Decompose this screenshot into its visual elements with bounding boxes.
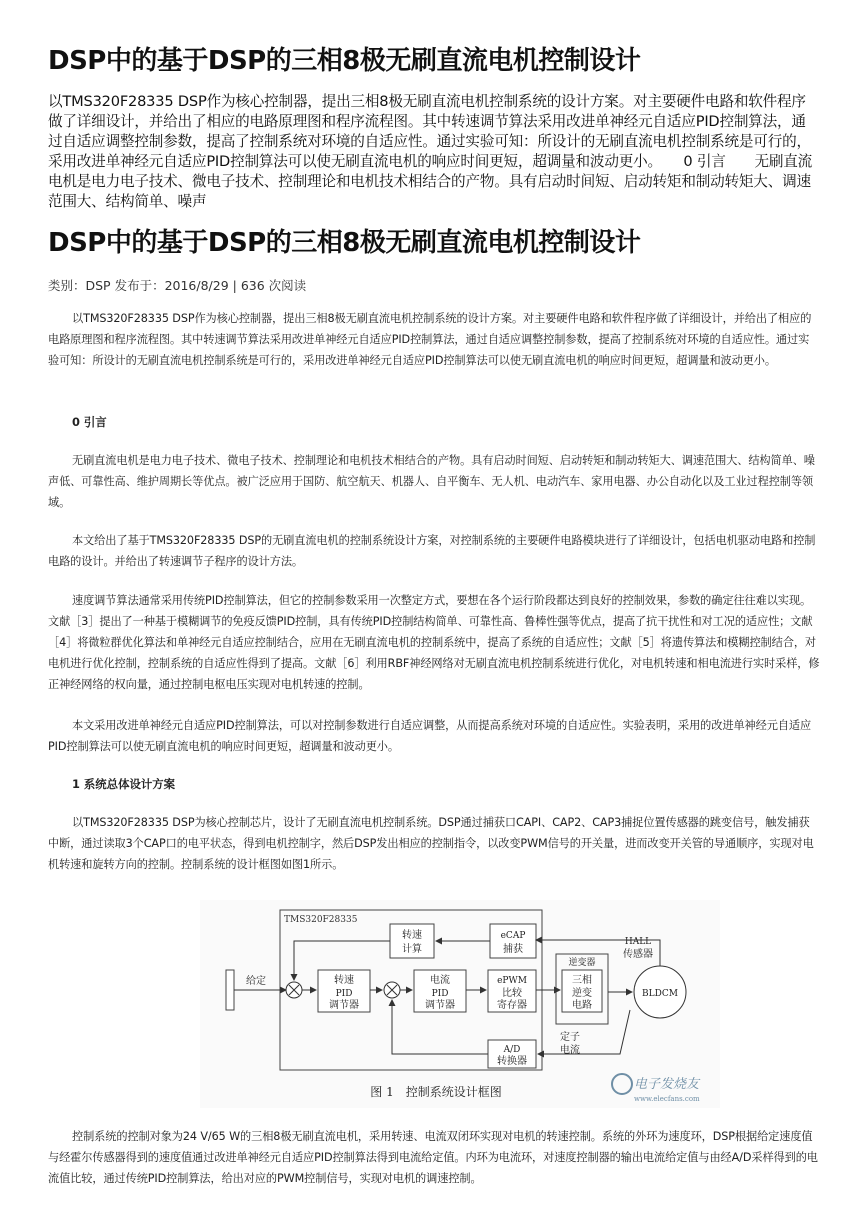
given-label: 给定 bbox=[246, 976, 266, 987]
inverter-line2: 逆变 bbox=[572, 988, 592, 999]
current-pid-line2: PID bbox=[431, 989, 449, 999]
paragraph-method: 本文采用改进单神经元自适应PID控制算法，可以对控制参数进行自适应调整，从而提高系统对环境的自适应性。实验表明，采用的改进单神经元自适应PID控制算法可以使无刷直流电机的响应时间更短，超调量和波动更小。 bbox=[48, 719, 812, 753]
control-block-diagram bbox=[200, 900, 720, 1108]
abstract-preview: 以TMS320F28335 DSP作为核心控制器，提出三相8极无刷直流电机控制系统的设计方案。对主要硬件电路和软件程序做了详细设计，并给出了相应的电路原理图和程序流程图。其中转速调节算法采用改进单神经元自适应PID控制算法，通过自适应调整控制参数，提高了控制系统对环境的自适应性。通过实验可知：所设计的无刷直流电机控制系统是可行的，采用改进单神经元自适应PID控制算法可以使无刷直流电机的响应时间更短，超调量和波动更小。 0 引言 无刷直流电机是电力电子技术、微电子技术、控制理论和电机技术相结合的产物。具有启动时间短、启动转矩和制动转矩大、调速范围大、结构简单、噪声 bbox=[48, 93, 813, 210]
figure-caption: 图 1 控制系统设计框图 bbox=[370, 1085, 502, 1099]
paragraph-related-work: 速度调节算法通常采用传统PID控制算法，但它的控制参数采用一次整定方式，要想在各个运行阶段都达到良好的控制效果，参数的确定往往难以实现。文献［3］提出了一种基于模糊调节的免疫反馈PID控制，具有传统PID控制结构简单、可靠性高、鲁棒性强等优点，提高了抗干扰性和对工况的适应性；文献［4］将微粒群优化算法和单神经元自适应控制结合，应用在无刷直流电机的控制系统中，提高了系统的自适应性；文献［5］将遗传算法和模糊控制结合，对电机进行优化控制，控制系统的自适应性得到了提高。文献［6］利用RBF神经网络对无刷直流电机控制系统进行优化，对电机转速和相电流进行实时采样，修正神经网络的权向量，通过控制电枢电压实现对电机转速的控制。 bbox=[48, 594, 820, 691]
watermark-url: www.elecfans.com bbox=[634, 1095, 700, 1103]
speed-pid-line2: PID bbox=[335, 989, 353, 999]
inverter-line3: 电路 bbox=[572, 1000, 592, 1011]
given-input-symbol bbox=[226, 970, 234, 1010]
speed-pid-line1: 转速 bbox=[334, 975, 354, 986]
paragraph-design: 以TMS320F28335 DSP为核心控制芯片，设计了无刷直流电机控制系统。DSP通过捕获口CAPI、CAP2、CAP3捕捉位置传感器的跳变信号，触发捕获中断，通过读取3个CAP口的电平状态，得到电机控制字，然后DSP发出相应的控制指令，以改变PWM信号的开关量，进而改变开关管的导通顺序，实现对电机转速和旋转方向的控制。控制系统的设计框图如图1所示。 bbox=[48, 816, 814, 871]
section-heading-intro: 0 引言 bbox=[72, 415, 107, 429]
stator-line1: 定子 bbox=[560, 1032, 580, 1043]
ecap-line1: eCAP bbox=[500, 931, 526, 941]
current-pid-line1: 电流 bbox=[430, 975, 450, 986]
article-title: DSP中的基于DSP的三相8极无刷直流电机控制设计 bbox=[48, 228, 641, 258]
inverter-line1: 三相 bbox=[572, 975, 592, 986]
article-meta: 类别：DSP 发布于：2016/8/29 | 636 次阅读 bbox=[48, 278, 307, 293]
paragraph-abstract: 以TMS320F28335 DSP作为核心控制器，提出三相8极无刷直流电机控制系统的设计方案。对主要硬件电路和软件程序做了详细设计，并给出了相应的电路原理图和程序流程图。其中转速调节算法采用改进单神经元自适应PID控制算法，通过自适应调整控制参数，提高了控制系统对环境的自适应性。通过实验可知：所设计的无刷直流电机控制系统是可行的，采用改进单神经元自适应PID控制算法可以使无刷直流电机的响应时间更短，超调量和波动更小。 bbox=[48, 312, 812, 367]
epwm-line3: 寄存器 bbox=[497, 1000, 527, 1011]
current-pid-line3: 调节器 bbox=[425, 1000, 455, 1011]
speed-calc-line2: 计算 bbox=[402, 944, 422, 955]
speed-pid-line3: 调节器 bbox=[329, 1000, 359, 1011]
stator-line2: 电流 bbox=[560, 1045, 580, 1056]
paragraph-scope: 本文给出了基于TMS320F28335 DSP的无刷直流电机的控制系统设计方案，对控制系统的主要硬件电路模块进行了详细设计，包括电机驱动电路和控制电路的设计。并给出了转速调节子程序的设计方法。 bbox=[48, 534, 816, 568]
paragraph-control-object: 控制系统的控制对象为24 V/65 W的三相8极无刷直流电机，采用转速、电流双闭环实现对电机的转速控制。系统的外环为速度环，DSP根据给定速度值与经霍尔传感器得到的速度值通过改进单神经元自适应PID控制算法得到电流给定值。内环为电流环，对速度控制器的输出电流给定值与由经A/D采样得到的电流值比较，通过传统PID控制算法，给出对应的PWM控制信号，实现对电机的调速控制。 bbox=[48, 1130, 818, 1185]
speed-calc-line1: 转速 bbox=[402, 930, 422, 941]
epwm-line2: 比较 bbox=[502, 988, 522, 999]
hall-line2: 传感器 bbox=[623, 949, 653, 960]
document-title: DSP中的基于DSP的三相8极无刷直流电机控制设计 bbox=[48, 46, 641, 76]
hall-line1: HALL bbox=[624, 937, 652, 947]
epwm-line1: ePWM bbox=[497, 976, 527, 986]
section-heading-design: 1 系统总体设计方案 bbox=[72, 777, 176, 791]
paragraph-intro: 无刷直流电机是电力电子技术、微电子技术、控制理论和电机技术相结合的产物。具有启动时间短、启动转矩和制动转矩大、调速范围大、结构简单、噪声低、可靠性高、维护周期长等优点。被广泛应用于国防、航空航天、机器人、自平衡车、无人机、电动汽车、家用电器、办公自动化以及工业过程控制等领域。 bbox=[48, 454, 815, 509]
chip-label: TMS320F28335 bbox=[284, 915, 358, 925]
motor-label: BLDCM bbox=[642, 989, 678, 999]
adc-line2: 转换器 bbox=[497, 1056, 527, 1067]
inverter-label: 逆变器 bbox=[568, 958, 596, 968]
watermark-text: 电子发烧友 bbox=[634, 1077, 700, 1092]
adc-line1: A/D bbox=[503, 1045, 521, 1055]
ecap-line2: 捕获 bbox=[503, 944, 523, 955]
